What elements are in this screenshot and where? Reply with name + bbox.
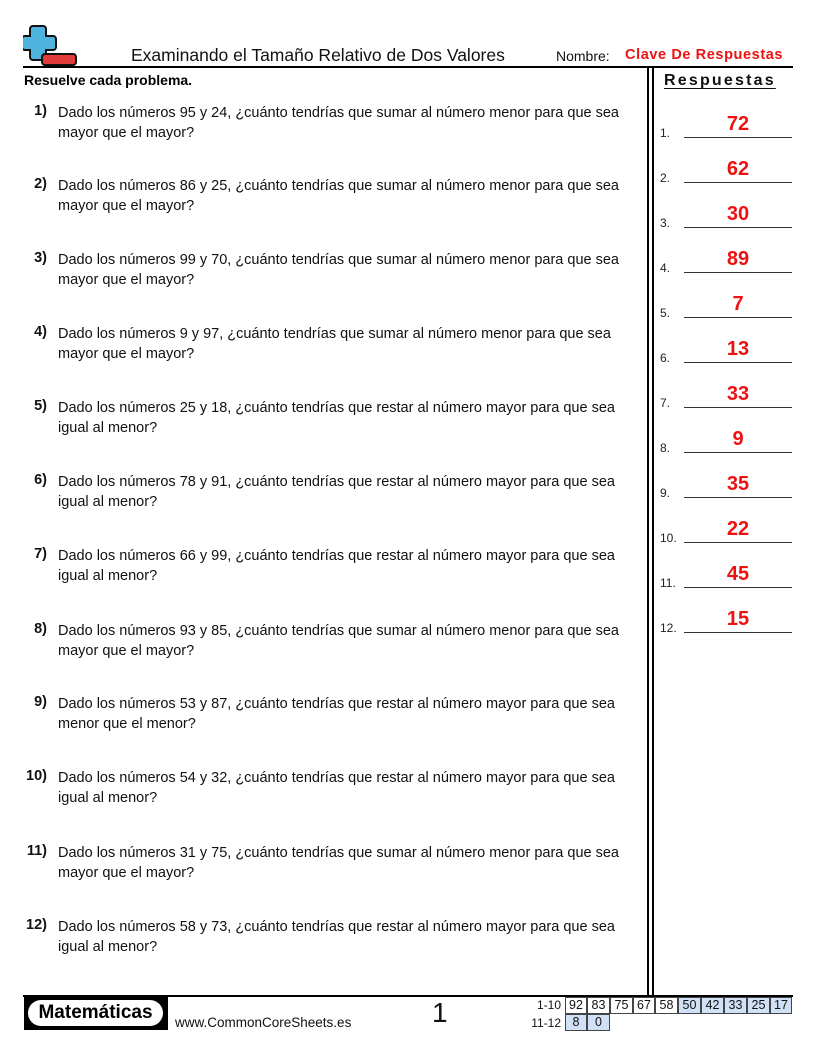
score-cell: 50 [678,997,701,1014]
problem-number: 4) [34,324,47,340]
score-cell: 67 [633,997,655,1014]
score-cell: 75 [610,997,633,1014]
answer-line [684,362,792,364]
score-row-label: 11-12 [531,1016,561,1030]
instructions: Resuelve cada problema. [24,72,193,88]
score-cell: 42 [701,997,724,1014]
site-url: www.CommonCoreSheets.es [175,1015,352,1030]
answer-row [660,425,794,455]
problem-number: 8) [34,621,47,637]
answer-line [684,497,792,499]
problem-text: Dado los números 53 y 87, ¿cuánto tendrías que restar al número mayor para que sea menor que el menor? [58,696,615,732]
score-cell: 33 [724,997,747,1014]
answers-title: Respuestas [664,72,776,89]
header-rule [23,66,793,68]
worksheet-title: Examinando el Tamaño Relativo de Dos Valores [131,45,505,65]
problem-text: Dado los números 86 y 25, ¿cuánto tendrías que sumar al número menor para que sea mayor que el mayor? [58,178,619,214]
problem-number: 5) [34,398,47,414]
answer-value: 33 [726,383,750,405]
problem-number: 11) [26,843,47,859]
score-cell: 83 [587,997,610,1014]
answer-row [660,605,794,635]
score-cell: 92 [565,997,587,1014]
problem-number: 1) [34,103,47,119]
answer-number: 7. [660,396,671,410]
problem-text: Dado los números 58 y 73, ¿cuánto tendrías que restar al número mayor para que sea igual al menor? [58,919,615,955]
answer-row [660,380,794,410]
column-divider [647,67,654,996]
answer-line [684,317,792,319]
answer-row [660,110,794,140]
answer-number: 12. [660,621,677,635]
answer-value: 62 [726,158,750,180]
answer-row [660,560,794,590]
answer-number: 5. [660,306,671,320]
problem-number: 6) [34,472,47,488]
answer-line [684,587,792,589]
score-cell: 17 [770,997,792,1014]
problem-text: Dado los números 25 y 18, ¿cuánto tendrías que restar al número mayor para que sea igual al menor? [58,400,615,436]
answer-number: 4. [660,261,671,275]
answer-number: 6. [660,351,671,365]
answer-line [684,227,792,229]
name-value: Clave De Respuestas [625,47,784,63]
problem-text: Dado los números 54 y 32, ¿cuánto tendrías que restar al número mayor para que sea igual al menor? [58,770,615,806]
problem-text: Dado los números 99 y 70, ¿cuánto tendrías que sumar al número menor para que sea mayor que el mayor? [58,252,619,288]
answer-line [684,137,792,139]
problem-text: Dado los números 9 y 97, ¿cuánto tendrías que sumar al número menor para que sea mayor que el mayor? [58,326,611,362]
problem-number: 3) [34,250,47,266]
answer-row [660,290,794,320]
answer-line [684,182,792,184]
problem-text: Dado los números 93 y 85, ¿cuánto tendrías que sumar al número menor para que sea mayor que el mayor? [58,623,619,659]
answer-value: 45 [726,563,750,585]
page-number: 1 [432,997,448,1028]
answer-number: 9. [660,486,671,500]
answer-line [684,407,792,409]
score-row-label: 1-10 [536,998,561,1012]
answer-value: 7 [732,293,744,315]
problem-number: 7) [34,546,47,562]
answer-value: 35 [726,473,750,495]
problem-number: 10) [26,768,47,784]
score-cell: 25 [747,997,770,1014]
answer-value: 22 [726,518,750,540]
problem-number: 2) [34,176,47,192]
problem-number: 9) [34,694,47,710]
answer-row [660,515,794,545]
answer-number: 2. [660,171,671,185]
problem-number: 12) [26,917,47,933]
answer-number: 11. [660,576,676,590]
answer-value: 72 [726,113,750,135]
answer-value: 30 [726,203,750,225]
answer-row [660,155,794,185]
answer-number: 8. [660,441,671,455]
answer-value: 9 [732,428,744,450]
answer-row [660,335,794,365]
problem-text: Dado los números 78 y 91, ¿cuánto tendrías que restar al número mayor para que sea igual al menor? [58,474,615,510]
answer-number: 10. [660,531,677,545]
problem-text: Dado los números 31 y 75, ¿cuánto tendrías que sumar al número menor para que sea mayor que el mayor? [58,845,619,881]
brand-badge [24,996,168,1030]
answer-number: 3. [660,216,671,230]
answer-number: 1. [660,126,671,140]
answer-value: 13 [726,338,750,360]
score-cell: 58 [655,997,678,1014]
answer-line [684,452,792,454]
problem-text: Dado los números 66 y 99, ¿cuánto tendrías que restar al número mayor para que sea igual al menor? [58,548,615,584]
answer-line [684,272,792,274]
answer-value: 89 [726,248,750,270]
plus-minus-logo-icon [23,24,79,66]
brand-label: Matemáticas [28,1000,163,1026]
score-cell: 0 [587,1014,610,1031]
answer-row [660,245,794,275]
answer-line [684,542,792,544]
problem-text: Dado los números 95 y 24, ¿cuánto tendrías que sumar al número menor para que sea mayor que el mayor? [58,105,619,141]
name-label: Nombre: [556,48,610,64]
answer-value: 15 [726,608,750,630]
answer-line [684,632,792,634]
score-cell: 8 [565,1014,587,1031]
answer-row [660,470,794,500]
answer-row [660,200,794,230]
